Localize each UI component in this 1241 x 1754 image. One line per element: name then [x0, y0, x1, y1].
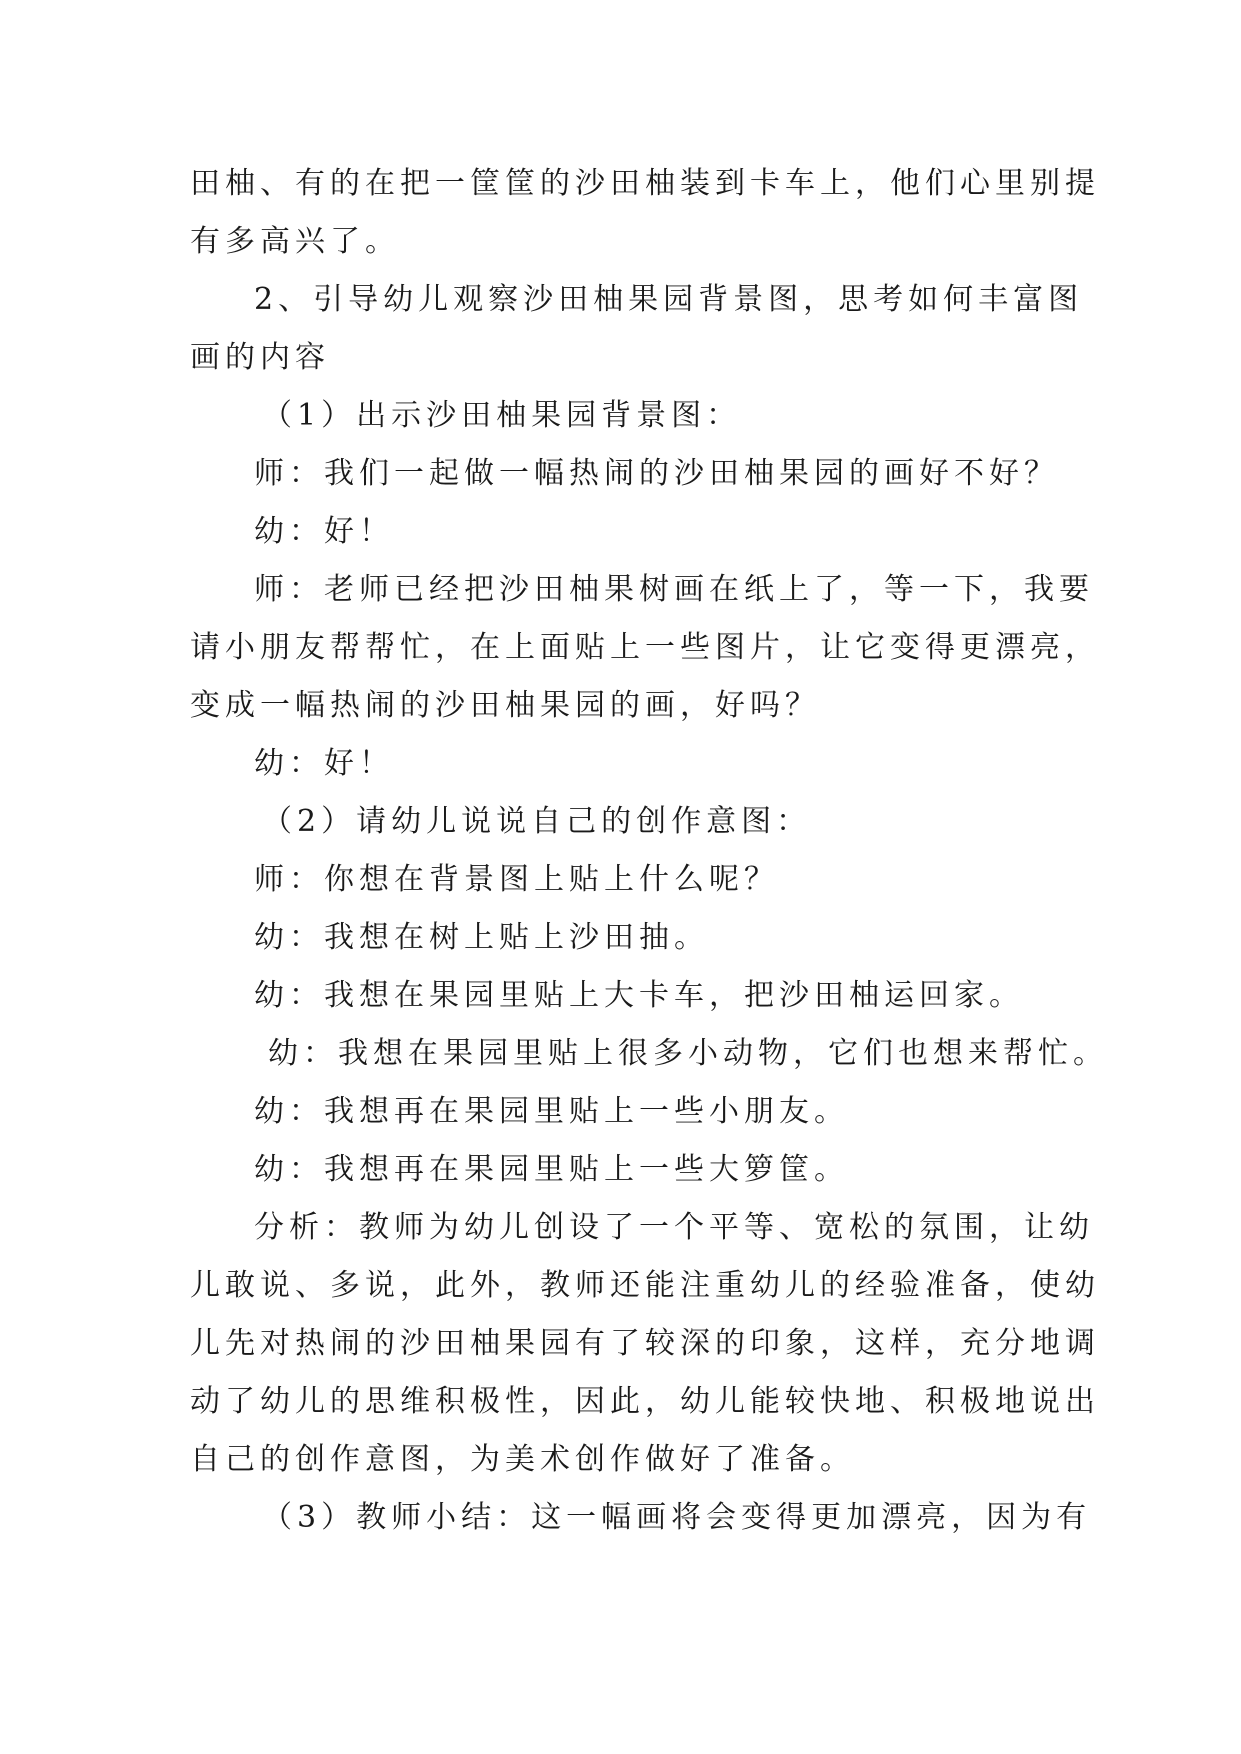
paragraph-line: 田柚、有的在把一筐筐的沙田柚装到卡车上，他们心里别提 — [190, 166, 1100, 201]
subheading-line: （1）出示沙田柚果园背景图： — [262, 398, 742, 433]
dialogue-line: 幼：我想在树上贴上沙田抽。 — [254, 920, 709, 955]
dialogue-line: 师：我们一起做一幅热闹的沙田柚果园的画好不好？ — [254, 456, 1059, 491]
analysis-line: 儿敢说、多说，此外，教师还能注重幼儿的经验准备，使幼 — [190, 1268, 1100, 1303]
analysis-line: 动了幼儿的思维积极性，因此，幼儿能较快地、积极地说出 — [190, 1384, 1100, 1419]
analysis-line: 儿先对热闹的沙田柚果园有了较深的印象，这样，充分地调 — [190, 1326, 1100, 1361]
dialogue-line: 幼：我想在果园里贴上很多小动物，它们也想来帮忙。 — [268, 1036, 1108, 1071]
section-heading-line: 画的内容 — [190, 340, 330, 375]
dialogue-line: 幼：好！ — [254, 746, 394, 781]
analysis-line: 分析：教师为幼儿创设了一个平等、宽松的氛围，让幼 — [254, 1210, 1094, 1245]
dialogue-line: 师：你想在背景图上贴上什么呢？ — [254, 862, 779, 897]
dialogue-line: 幼：我想在果园里贴上大卡车，把沙田柚运回家。 — [254, 978, 1024, 1013]
dialogue-line: 变成一幅热闹的沙田柚果园的画，好吗？ — [190, 688, 820, 723]
section-heading-line: 2、引导幼儿观察沙田柚果园背景图，思考如何丰富图 — [254, 282, 1084, 317]
dialogue-line: 幼：我想再在果园里贴上一些大箩筐。 — [254, 1152, 849, 1187]
dialogue-line: 师：老师已经把沙田柚果树画在纸上了，等一下，我要 — [254, 572, 1094, 607]
subheading-line: （3）教师小结：这一幅画将会变得更加漂亮，因为有 — [262, 1500, 1092, 1535]
dialogue-line: 幼：好！ — [254, 514, 394, 549]
dialogue-line: 请小朋友帮帮忙，在上面贴上一些图片，让它变得更漂亮， — [190, 630, 1100, 665]
dialogue-line: 幼：我想再在果园里贴上一些小朋友。 — [254, 1094, 849, 1129]
analysis-line: 自己的创作意图，为美术创作做好了准备。 — [190, 1442, 855, 1477]
paragraph-line: 有多高兴了。 — [190, 224, 400, 259]
subheading-line: （2）请幼儿说说自己的创作意图： — [262, 804, 812, 839]
